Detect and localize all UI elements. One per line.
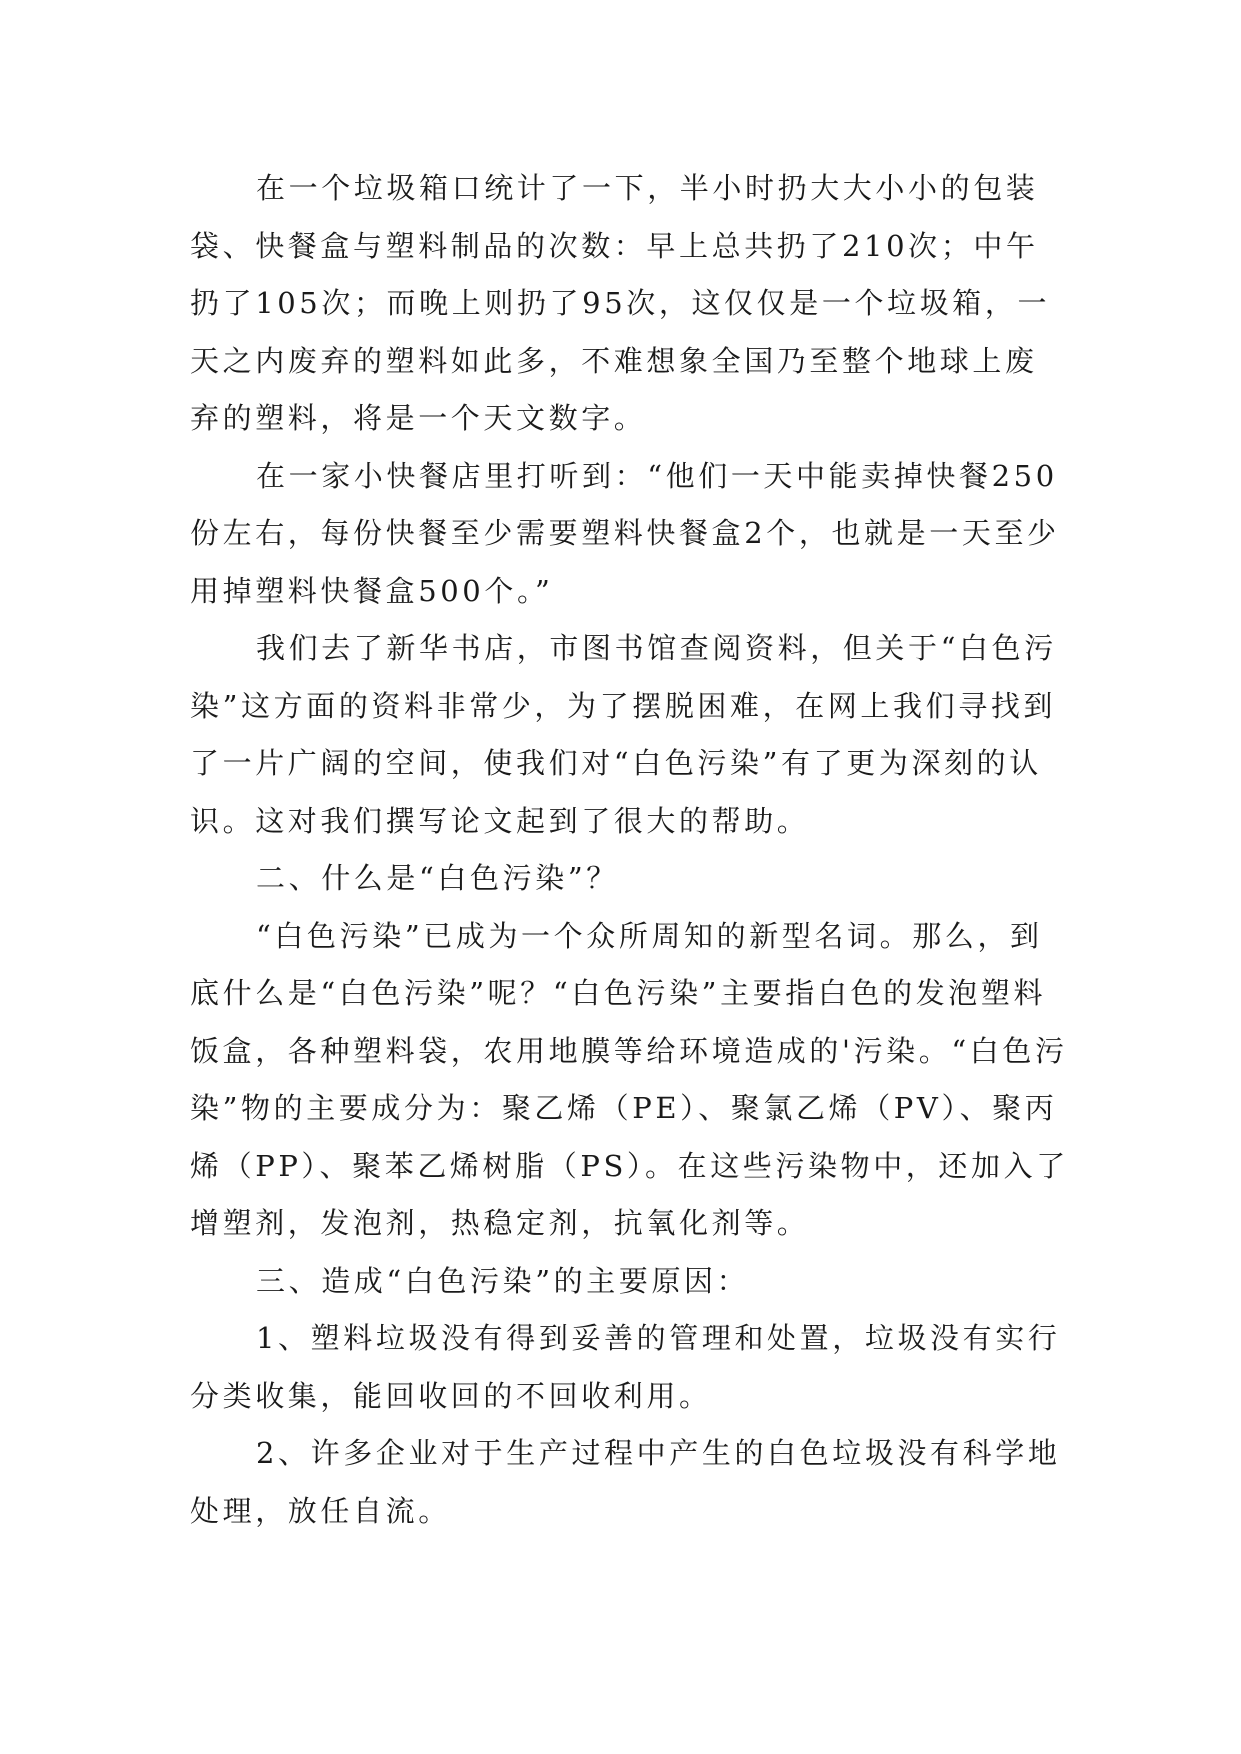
paragraph-research-sources: 我们去了新华书店，市图书馆查阅资料，但关于“白色污染”这方面的资料非常少，为了摆脱困难，在网上我们寻找到了一片广阔的空间，使我们对“白色污染”有了更为深刻的认识。这对我们撰写论文起到了很大的帮助。 bbox=[190, 631, 1057, 838]
document-body bbox=[190, 160, 1070, 1540]
list-item-cause-2: 2、许多企业对于生产过程中产生的白色垃圾没有科学地处理，放任自流。 bbox=[190, 1436, 1061, 1528]
list-item-cause-1: 1、塑料垃圾没有得到妥善的管理和处置，垃圾没有实行分类收集，能回收回的不回收利用。 bbox=[190, 1321, 1061, 1413]
paragraph-fast-food-shop: 在一家小快餐店里打听到：“他们一天中能卖掉快餐250份左右，每份快餐至少需要塑料快餐盒2个，也就是一天至少用掉塑料快餐盒500个。” bbox=[190, 458, 1060, 608]
section-heading-what-is-white-pollution: 二、什么是“白色污染”？ bbox=[256, 861, 619, 895]
paragraph-trash-bin-count: 在一个垃圾箱口统计了一下，半小时扔大大小小的包装袋、快餐盒与塑料制品的次数：早上总共扔了210次；中午扔了105次；而晚上则扔了95次，这仅仅是一个垃圾箱，一天之内废弃的塑料如此多，不难想象全国乃至整个地球上废弃的塑料，将是一个天文数字。 bbox=[190, 171, 1051, 435]
paragraph-white-pollution-definition: “白色污染”已成为一个众所周知的新型名词。那么，到底什么是“白色污染”呢？“白色污染”主要指白色的发泡塑料饭盒，各种塑料袋，农用地膜等给环境造成的'污染。“白色污染”物的主要成分为：聚乙烯（PE）、聚氯乙烯（PV）、聚丙烯（PP）、聚苯乙烯树脂（PS）。在这些污染物中，还加入了增塑剂，发泡剂，热稳定剂，抗氧化剂等。 bbox=[190, 918, 1069, 1240]
section-heading-main-causes: 三、造成“白色污染”的主要原因： bbox=[256, 1263, 750, 1298]
